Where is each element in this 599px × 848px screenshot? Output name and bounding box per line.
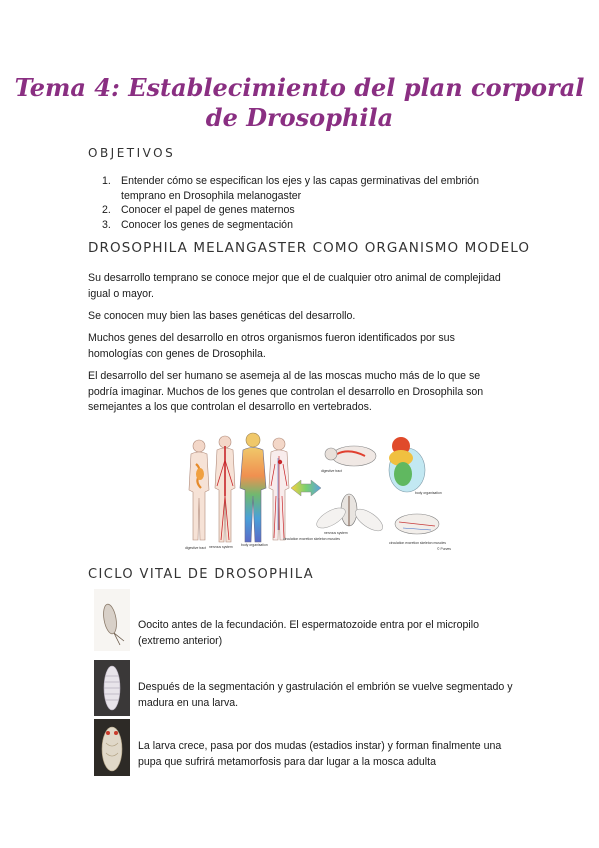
page-title-line-2: de Drosophila <box>205 103 394 132</box>
section-heading-organismo-modelo: DROSOPHILA MELANGASTER COMO ORGANISMO MODELO <box>88 240 531 256</box>
list-number: 3. <box>102 218 111 231</box>
figure-label: circulation excretion skeleton muscles <box>283 537 340 541</box>
list-number: 1. <box>102 175 111 187</box>
life-cycle-text: Oocito antes de la fecundación. El espermatozoide entra por el micropilo (extremo anterior) <box>138 619 479 647</box>
list-item <box>102 203 512 218</box>
oocyte-image <box>94 589 130 651</box>
list-item <box>102 218 512 233</box>
paragraph: Se conocen muy bien las bases genéticas del desarrollo. <box>88 310 356 322</box>
paragraph: El desarrollo del ser humano se asemeja al de las moscas mucho más de lo que se podría imaginar. Muchos de los genes que controlan el desarrollo en Drosophila son semejantes a los que controlan el desarrollo en vertebrados. <box>88 370 484 413</box>
list-item-text: Conocer el papel de genes maternos <box>121 204 295 216</box>
figure-label: body organisation <box>415 491 442 495</box>
objetivos-list <box>102 174 512 232</box>
segmented-embryo-image <box>94 660 130 716</box>
page-title-line-1: Tema 4: Establecimiento del plan corporal <box>14 73 585 102</box>
figure-label: circulation excretion skeleton muscles <box>389 541 446 545</box>
figure-label: digestive tract <box>185 546 206 550</box>
pupa-image <box>94 719 130 776</box>
figure-label: digestive tract <box>321 469 342 473</box>
human-fly-comparison-figure <box>179 430 456 552</box>
life-cycle-item <box>94 589 514 651</box>
list-item-text: Conocer los genes de segmentación <box>121 218 293 231</box>
life-cycle-text: Después de la segmentación y gastrulación el embrión se vuelve segmentado y madura en una larva. <box>138 681 513 709</box>
figure-label: body organisation <box>241 543 268 547</box>
life-cycle-item <box>94 719 514 776</box>
life-cycle-item <box>94 660 514 716</box>
paragraph: Su desarrollo temprano se conoce mejor que el de cualquier otro animal de complejidad igual o mayor. <box>88 272 501 300</box>
list-number: 2. <box>102 204 111 216</box>
list-item <box>102 174 512 203</box>
section-heading-ciclo-vital: CICLO VITAL DE DROSOPHILA <box>88 567 315 582</box>
section-heading-objetivos: OBJETIVOS <box>88 146 176 160</box>
paragraph: Muchos genes del desarrollo en otros organismos fueron identificados por sus homologías con genes de Drosophila. <box>88 332 455 360</box>
figure-label: nervous system <box>209 545 233 549</box>
life-cycle-text: La larva crece, pasa por dos mudas (estadios instar) y forman finalmente una pupa que sufrirá metamorfosis para dar lugar a la mosca adulta <box>138 740 502 768</box>
figure-credit: © Purves <box>437 547 451 551</box>
list-item-text: Entender cómo se especifican los ejes y las capas germinativas del embrión temprano en Drosophila melanogaster <box>121 175 480 202</box>
figure-label: nervous system <box>324 531 348 535</box>
